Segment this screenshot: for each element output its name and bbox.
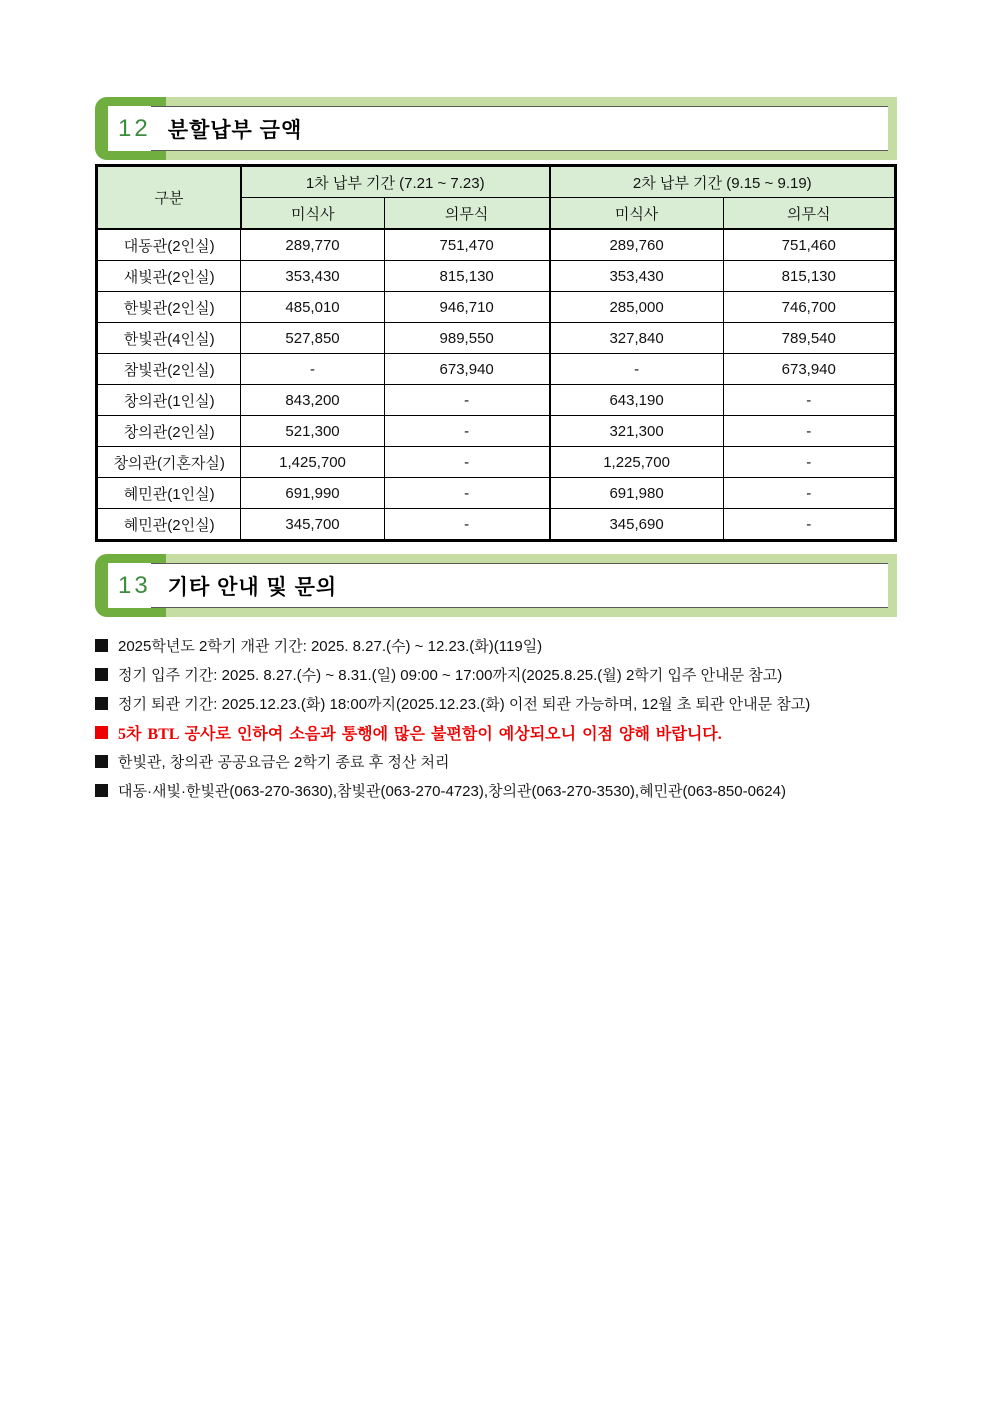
- note-item: [95, 689, 897, 718]
- section-number: 12: [118, 114, 151, 142]
- note-text: 한빛관, 창의관 공공요금은 2학기 종료 후 정산 처리: [118, 754, 450, 771]
- subheader-cell: 미식사: [241, 198, 384, 230]
- row-label-cell: 한빛관(2인실): [97, 292, 241, 323]
- row-label-cell: 창의관(2인실): [97, 416, 241, 447]
- value-cell: 289,770: [241, 229, 384, 261]
- value-cell: -: [384, 478, 549, 509]
- notes-list: [95, 631, 897, 805]
- value-cell: 345,700: [241, 509, 384, 541]
- value-cell: 691,980: [550, 478, 723, 509]
- section-header-content: [95, 97, 897, 160]
- value-cell: 527,850: [241, 323, 384, 354]
- group2-header-cell: 2차 납부 기간 (9.15 ~ 9.19): [550, 166, 896, 198]
- value-cell: -: [723, 447, 895, 478]
- row-label-cell: 한빛관(4인실): [97, 323, 241, 354]
- value-cell: -: [384, 416, 549, 447]
- table-row: [97, 292, 896, 323]
- value-cell: -: [723, 416, 895, 447]
- row-label-cell: 대동관(2인실): [97, 229, 241, 261]
- section-12-header: [95, 97, 897, 160]
- value-cell: -: [723, 509, 895, 541]
- row-label-cell: 새빛관(2인실): [97, 261, 241, 292]
- subheader-cell: 의무식: [384, 198, 549, 230]
- section-header-content: [95, 554, 897, 617]
- table-row: [97, 478, 896, 509]
- row-label-cell: 혜민관(1인실): [97, 478, 241, 509]
- row-label-cell: 참빛관(2인실): [97, 354, 241, 385]
- note-item: [95, 631, 897, 660]
- note-item: [95, 660, 897, 689]
- bullet-square-icon: [95, 726, 108, 739]
- note-text: 정기 입주 기간: 2025. 8.27.(수) ~ 8.31.(일) 09:00 ~ 17:00까지(2025.8.25.(월) 2학기 입주 안내문 참고): [118, 667, 783, 684]
- value-cell: 321,300: [550, 416, 723, 447]
- value-cell: -: [723, 385, 895, 416]
- value-cell: 521,300: [241, 416, 384, 447]
- value-cell: 485,010: [241, 292, 384, 323]
- document-content: [95, 97, 897, 805]
- value-cell: -: [384, 385, 549, 416]
- note-item-alert: [95, 718, 897, 747]
- value-cell: 815,130: [723, 261, 895, 292]
- value-cell: 1,425,700: [241, 447, 384, 478]
- table-row: [97, 354, 896, 385]
- value-cell: 751,470: [384, 229, 549, 261]
- value-cell: 946,710: [384, 292, 549, 323]
- value-cell: -: [723, 478, 895, 509]
- section-13-header: [95, 554, 897, 617]
- value-cell: 989,550: [384, 323, 549, 354]
- table-row: [97, 323, 896, 354]
- value-cell: -: [384, 447, 549, 478]
- subheader-cell: 의무식: [723, 198, 895, 230]
- value-cell: 327,840: [550, 323, 723, 354]
- bullet-square-icon: [95, 784, 108, 797]
- value-cell: -: [550, 354, 723, 385]
- note-text: 2025학년도 2학기 개관 기간: 2025. 8.27.(수) ~ 12.23.(화)(119일): [118, 638, 543, 655]
- corner-header-cell: 구분: [97, 166, 241, 230]
- bullet-square-icon: [95, 755, 108, 768]
- note-text: 5차 BTL 공사로 인하여 소음과 통행에 많은 불편함이 예상되오니 이점 양해 바랍니다.: [118, 726, 722, 743]
- note-item: [95, 747, 897, 776]
- value-cell: 285,000: [550, 292, 723, 323]
- group1-header-cell: 1차 납부 기간 (7.21 ~ 7.23): [241, 166, 550, 198]
- value-cell: 746,700: [723, 292, 895, 323]
- row-label-cell: 창의관(기혼자실): [97, 447, 241, 478]
- value-cell: 345,690: [550, 509, 723, 541]
- value-cell: 843,200: [241, 385, 384, 416]
- table-row: [97, 261, 896, 292]
- row-label-cell: 창의관(1인실): [97, 385, 241, 416]
- value-cell: 353,430: [550, 261, 723, 292]
- table-row: [97, 509, 896, 541]
- bullet-square-icon: [95, 697, 108, 710]
- value-cell: 789,540: [723, 323, 895, 354]
- value-cell: 673,940: [723, 354, 895, 385]
- note-item: [95, 776, 897, 805]
- row-label-cell: 혜민관(2인실): [97, 509, 241, 541]
- table-row: [97, 385, 896, 416]
- value-cell: 673,940: [384, 354, 549, 385]
- value-cell: 691,990: [241, 478, 384, 509]
- value-cell: 353,430: [241, 261, 384, 292]
- value-cell: 1,225,700: [550, 447, 723, 478]
- table-row: [97, 447, 896, 478]
- value-cell: 815,130: [384, 261, 549, 292]
- value-cell: 643,190: [550, 385, 723, 416]
- value-cell: -: [241, 354, 384, 385]
- table-row: [97, 229, 896, 261]
- note-text: 대동·새빛·한빛관(063-270-3630),참빛관(063-270-4723),창의관(063-270-3530),혜민관(063-850-0624): [118, 783, 786, 800]
- bullet-square-icon: [95, 668, 108, 681]
- table-row: [97, 416, 896, 447]
- subheader-cell: 미식사: [550, 198, 723, 230]
- value-cell: 289,760: [550, 229, 723, 261]
- bullet-square-icon: [95, 639, 108, 652]
- section-number: 13: [118, 571, 151, 599]
- payment-table: [95, 164, 897, 542]
- value-cell: 751,460: [723, 229, 895, 261]
- value-cell: -: [384, 509, 549, 541]
- note-text: 정기 퇴관 기간: 2025.12.23.(화) 18:00까지(2025.12.23.(화) 이전 퇴관 가능하며, 12월 초 퇴관 안내문 참고): [118, 696, 811, 713]
- section-title: 기타 안내 및 문의: [167, 575, 338, 599]
- table-header-row: [97, 166, 896, 198]
- section-title: 분할납부 금액: [167, 118, 303, 142]
